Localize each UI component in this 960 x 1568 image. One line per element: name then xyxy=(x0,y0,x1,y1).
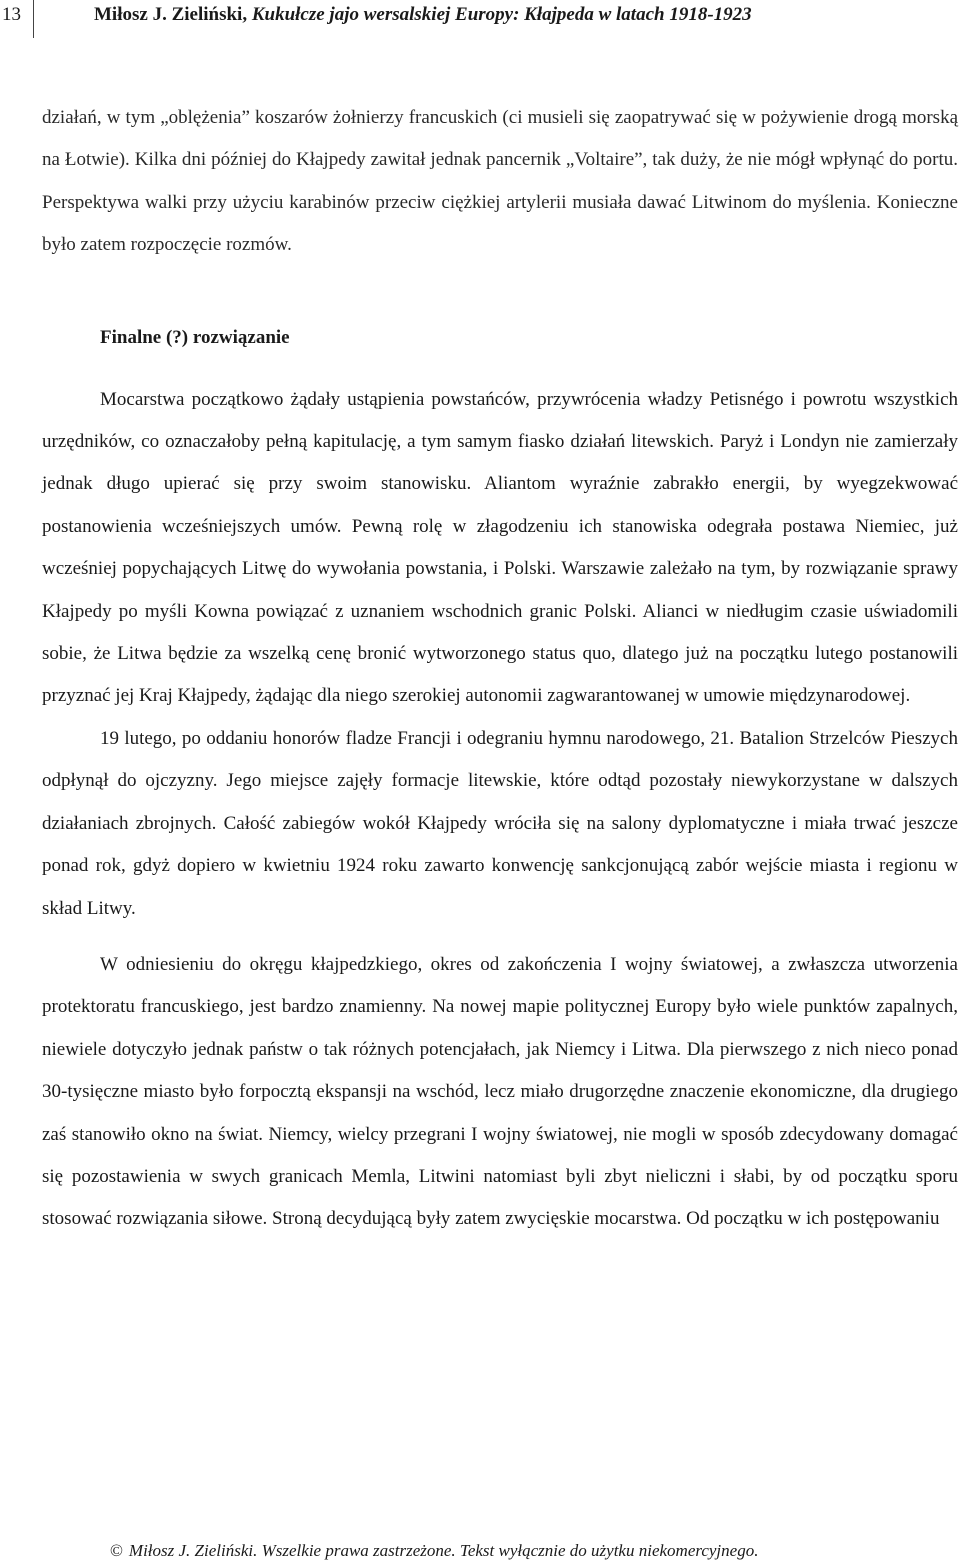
footer-text: Miłosz J. Zieliński. Wszelkie prawa zastrzeżone. Tekst wyłącznie do użytku niekomercyjnego. xyxy=(128,1541,759,1560)
running-title xyxy=(94,4,752,26)
page-number: 13 xyxy=(2,4,21,25)
page-content xyxy=(42,97,958,1241)
paragraph: 19 lutego, po oddaniu honorów fladze Francji i odegraniu hymnu narodowego, 21. Batalion Strzelców Pieszych odpłynął do ojczyzny. Jego miejsce zajęły formacje litewskie, które odtąd pozostały niewykorzystane w dalszych działaniach zbrojnych. Całość zabiegów wokół Kłajpedy wróciła się na salony dyplomatyczne i miała trwać jeszcze ponad rok, gdyż dopiero w kwietniu 1924 roku zawarto konwencję sankcjonującą zabór wejście miasta i regionu w skład Litwy. xyxy=(42,727,958,919)
section-heading: Finalne (?) rozwiązanie xyxy=(100,326,290,348)
header-divider xyxy=(33,0,34,38)
paragraph: Mocarstwa początkowo żądały ustąpienia powstańców, przywrócenia władzy Petisnégo i powrotu wszystkich urzędników, co oznaczałoby pełną kapitulację, a tym samym fiasko działań litewskich. Paryż i Londyn nie zamierzały jednak długo upierać się przy swoim stanowisku. Aliantom wyraźnie zabrakło energii, by wyegzekwować postanowienia wcześniejszych umów. Pewną rolę w złagodzeniu ich stanowiska odegrała postawa Niemiec, już wcześniej popychających Litwę do wywołania powstania, i Polski. Warszawie zależało na tym, by rozwiązanie sprawy Kłajpedy po myśli Kowna powiązać z uznaniem wschodnich granic Polski. Alianci w niedługim czasie uświadomili sobie, że Litwa będzie za wszelką cenę bronić wytworzonego status quo, dlatego już na początku lutego postanowili przyznać jej Kraj Kłajpedy, żądając dla niego szerokiej autonomii zagwarantowanej w umowie międzynarodowej. xyxy=(42,388,958,707)
page-header xyxy=(0,0,960,40)
running-title-book: Kukułcze jajo wersalskiej Europy: Kłajpeda w latach 1918-1923 xyxy=(251,4,752,25)
copyright-symbol: © xyxy=(110,1541,123,1560)
running-title-author: Miłosz J. Zieliński, xyxy=(94,4,252,25)
paragraph-continued: działań, w tym „oblężenia” koszarów żołnierzy francuskich (ci musieli się zaopatrywać się w pożywienie drogą morską na Łotwie). Kilka dni później do Kłajpedy zawitał jednak pancernik „Voltaire”, tak duży, że nie mógł wpłynąć do portu. Perspektywa walki przy użyciu karabinów przeciw ciężkiej artylerii musiała dawać Litwinom do myślenia. Konieczne było zatem rozpoczęcie rozmów. xyxy=(42,107,958,256)
paragraph: W odniesieniu do okręgu kłajpedzkiego, okres od zakończenia I wojny światowej, a zwłaszcza utworzenia protektoratu francuskiego, jest bardzo znamienny. Na nowej mapie politycznej Europy było wiele punktów zapalnych, niewiele dotyczyło jednak państw o tak różnych potencjałach, jak Niemcy i Litwa. Dla pierwszego z nich nieco ponad 30-tysięczne miasto było forpocztą ekspansji na wschód, lecz miało drugorzędne znaczenie ekonomiczne, dla drugiego zaś stanowiło okno na świat. Niemcy, wielcy przegrani I wojny światowej, nie mogli w sposób zdecydowany domagać się pozostawienia w swych granicach Memla, Litwini natomiast byli zbyt nieliczni i słabi, by od początku sporu stosować rozwiązania siłowe. Stroną decydującą były zatem zwycięskie mocarstwa. Od początku w ich postępowaniu xyxy=(42,953,958,1230)
